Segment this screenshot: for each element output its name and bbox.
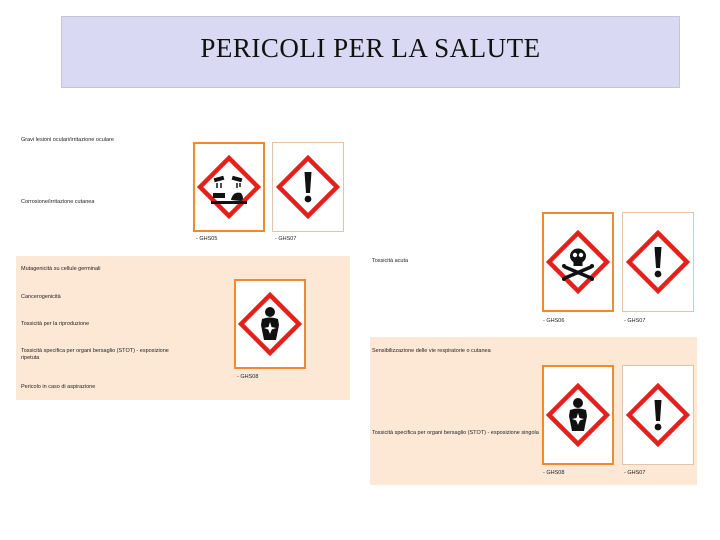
hazard-label: Tossicità per la riproduzione [21, 321, 90, 327]
pictogram-frame [193, 142, 265, 232]
pictogram-frame [234, 279, 306, 369]
health-hazard-pictogram-icon [546, 383, 610, 447]
skull-crossbones-pictogram-icon [546, 230, 610, 294]
hazard-label: Cancerogenicità [21, 294, 61, 300]
left-panel [16, 128, 350, 400]
page-title: PERICOLI PER LA SALUTE [200, 32, 541, 63]
pictogram-frame [542, 365, 614, 465]
ghs-code: - GHS07 [624, 470, 646, 476]
ghs-code: - GHS08 [543, 470, 565, 476]
hazard-label: Gravi lesioni oculari/irritazione oculare [21, 137, 114, 143]
pictogram-frame [622, 212, 694, 312]
ghs-code: - GHS06 [543, 318, 565, 324]
pictogram-frame [272, 142, 344, 232]
hazard-label: Mutagenicità su cellule germinali [21, 266, 101, 272]
ghs-code: - GHS07 [624, 318, 646, 324]
exclamation-pictogram-icon [626, 383, 690, 447]
pictogram-frame [542, 212, 614, 312]
hazard-label: Tossicità acuta [372, 258, 409, 264]
hazard-label: Sensibilizzazione delle vie respiratorie o cutanea [372, 348, 491, 354]
exclamation-pictogram-icon [626, 230, 690, 294]
corrosion-pictogram-icon [197, 155, 261, 219]
right-panel [370, 210, 697, 485]
ghs-code: - GHS07 [275, 236, 297, 242]
ghs-code: - GHS05 [196, 236, 218, 242]
hazard-label: Pericolo in caso di aspirazione [21, 384, 96, 390]
ghs-code: - GHS08 [237, 374, 259, 380]
hazard-label: Tossicità specifica per organi bersaglio (STOT) - esposizione ripetuta [21, 348, 169, 361]
pictogram-frame [622, 365, 694, 465]
health-hazard-pictogram-icon [238, 292, 302, 356]
hazard-label: Tossicità specifica per organi bersaglio (STOT) - esposizione singola [372, 430, 539, 436]
exclamation-pictogram-icon [276, 155, 340, 219]
hazard-label: Corrosione/irritazione cutanea [21, 199, 95, 205]
title-banner [61, 16, 680, 88]
